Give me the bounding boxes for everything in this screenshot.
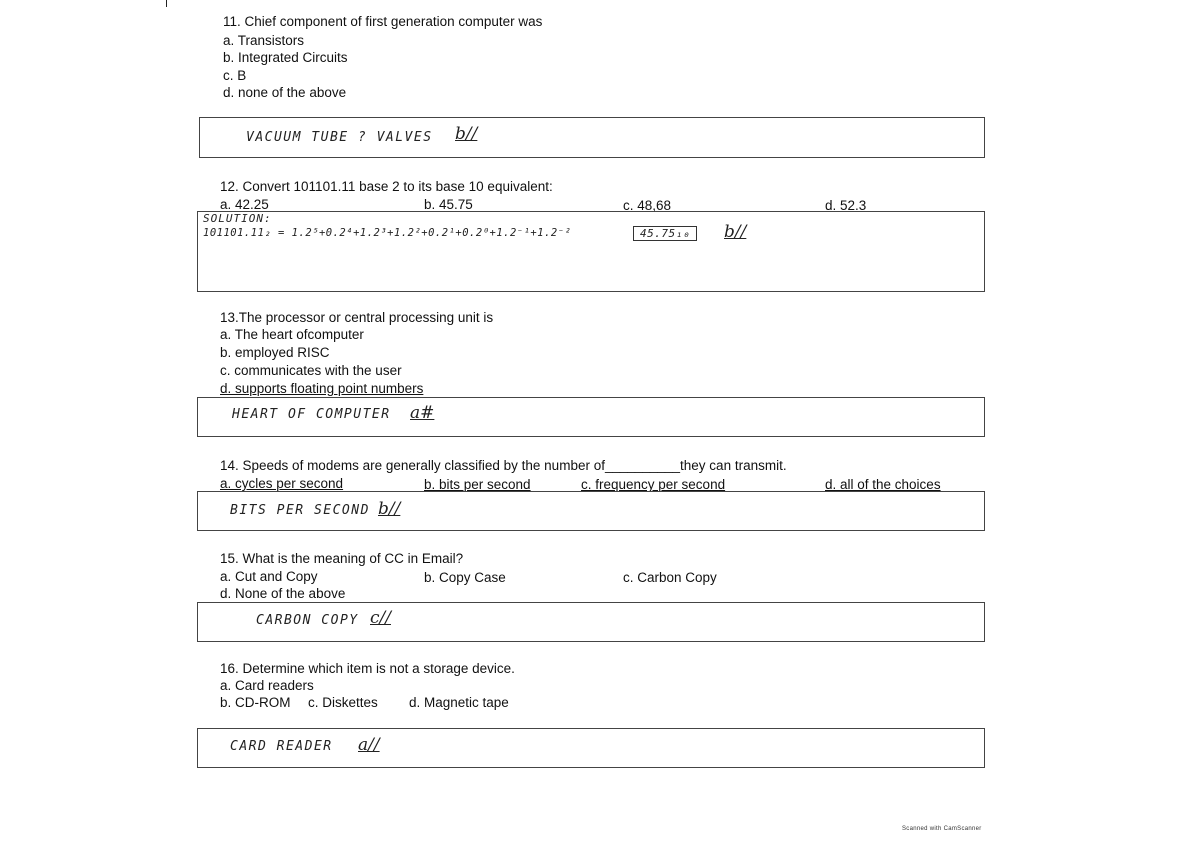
q14-option-c: c. frequency per second — [581, 477, 726, 492]
q12-option-a: a. 42.25 — [220, 197, 269, 212]
q13-option-c: c. communicates with the user — [220, 363, 402, 378]
q12-answer-letter: b// — [724, 222, 747, 242]
q16-handwritten-answer: CARD READER — [230, 739, 333, 754]
q13-answer-letter: a# — [410, 403, 435, 423]
q14-handwritten-answer: BITS PER SECOND — [230, 503, 370, 518]
q12-option-d: d. 52.3 — [825, 198, 867, 213]
q12-solution-work: 101101.11₂ = 1.2⁵+0.2⁴+1.2³+1.2²+0.2¹+0.2⁰+1.2⁻¹+1.2⁻² — [203, 227, 572, 239]
q16-option-c: c. Diskettes — [308, 695, 378, 710]
q11-answer-letter: b// — [455, 124, 478, 144]
q11-option-d: d. none of the above — [223, 85, 347, 100]
q12-option-b: b. 45.75 — [424, 197, 473, 212]
q13-option-a: a. The heart ofcomputer — [220, 327, 364, 342]
q12-solution-box — [197, 211, 985, 292]
question-13-text: 13.The processor or central processing unit is — [220, 310, 494, 325]
question-15-text: 15. What is the meaning of CC in Email? — [220, 551, 464, 566]
q15-option-b: b. Copy Case — [424, 570, 506, 585]
q15-option-d: d. None of the above — [220, 586, 346, 601]
q16-answer-letter: a// — [358, 735, 380, 755]
q11-option-b: b. Integrated Circuits — [223, 50, 348, 65]
q11-option-c: c. B — [223, 68, 247, 83]
scan-mark — [166, 0, 167, 7]
q12-solution-result: 45.75₁₀ — [633, 226, 697, 241]
q11-answer-box — [199, 117, 985, 158]
question-11-text: 11. Chief component of first generation computer was — [223, 14, 543, 29]
q13-handwritten-answer: HEART OF COMPUTER — [232, 407, 391, 422]
question-16-text: 16. Determine which item is not a storage device. — [220, 661, 515, 676]
q12-solution-label: SOLUTION: — [203, 212, 272, 225]
q13-option-b: b. employed RISC — [220, 345, 330, 360]
question-14-text: 14. Speeds of modems are generally classified by the number of__________they can transmit. — [220, 458, 787, 473]
q15-option-c: c. Carbon Copy — [623, 570, 717, 585]
q13-option-d: d. supports floating point numbers — [220, 381, 424, 396]
question-12-text: 12. Convert 101101.11 base 2 to its base 10 equivalent: — [220, 179, 553, 194]
q16-answer-box — [197, 728, 985, 768]
q14-option-a: a. cycles per second — [220, 476, 344, 491]
q14-answer-letter: b// — [378, 499, 401, 519]
q16-option-b: b. CD-ROM — [220, 695, 291, 710]
q15-answer-box — [197, 602, 985, 642]
q16-option-d: d. Magnetic tape — [409, 695, 509, 710]
q11-option-a: a. Transistors — [223, 33, 305, 48]
q14-option-d: d. all of the choices — [825, 477, 941, 492]
q11-handwritten-answer: VACUUM TUBE ? VALVES — [246, 130, 433, 145]
q13-answer-box — [197, 397, 985, 437]
q15-handwritten-answer: CARBON COPY — [256, 613, 359, 628]
q14-option-b: b. bits per second — [424, 477, 531, 492]
q16-option-a: a. Card readers — [220, 678, 314, 693]
q14-answer-box — [197, 491, 985, 531]
q12-option-c: c. 48,68 — [623, 198, 672, 213]
q15-option-a: a. Cut and Copy — [220, 569, 318, 584]
scanner-watermark: Scanned with CamScanner — [902, 826, 982, 832]
q15-answer-letter: c// — [370, 608, 391, 628]
